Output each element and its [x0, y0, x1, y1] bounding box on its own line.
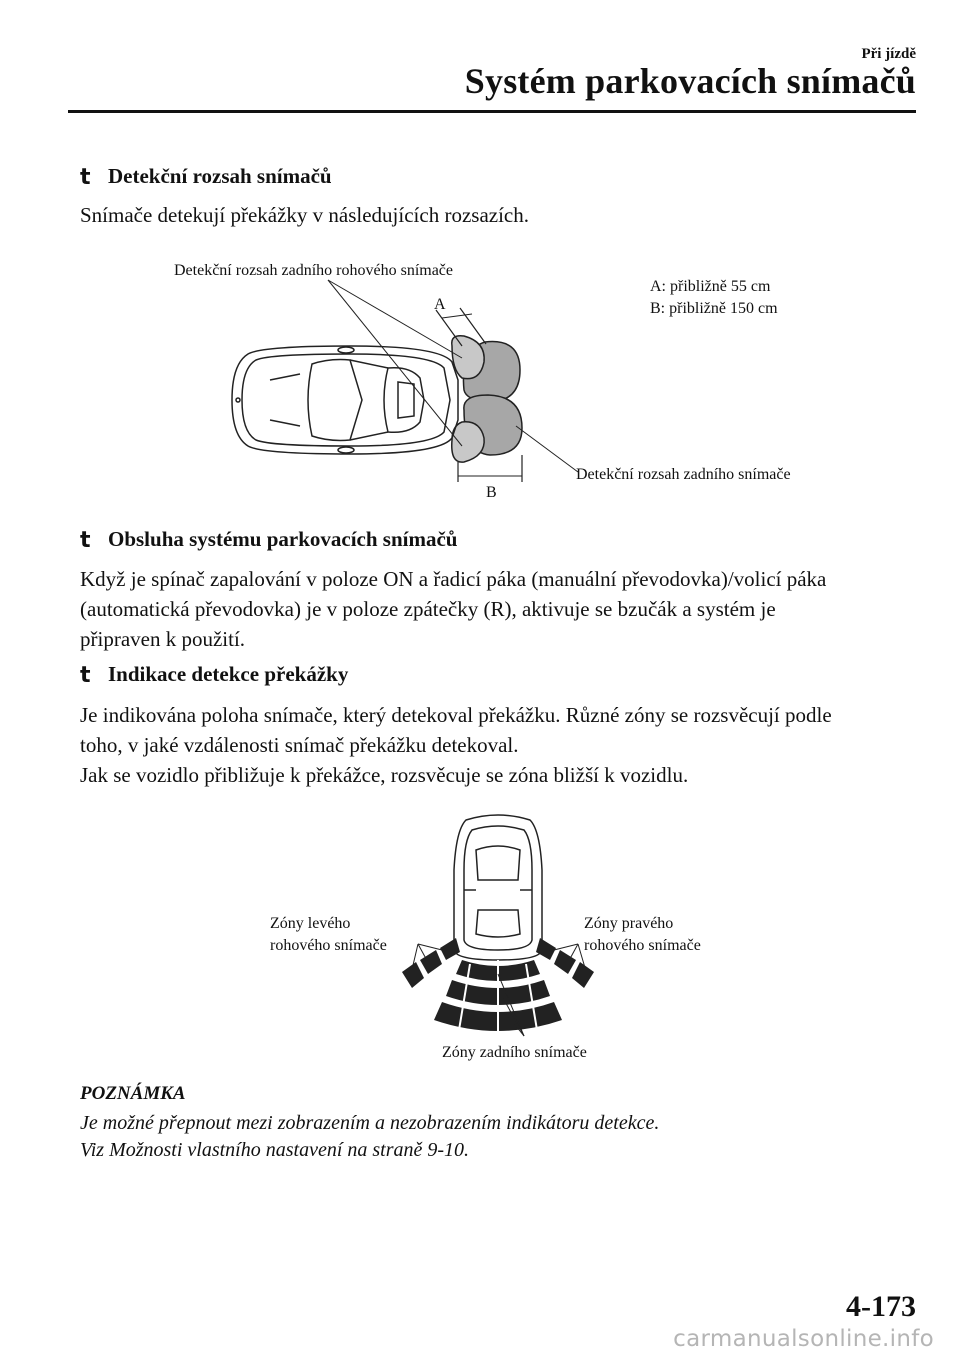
car-top-view: [232, 346, 458, 454]
dimension-b-label: B: [486, 484, 497, 501]
corner-sensor-zone-upper: [452, 336, 484, 379]
section-bullet-icon: t: [80, 165, 91, 190]
right-zones-label-line1: Zóny pravého: [584, 915, 674, 932]
running-head: Při jízdě: [861, 46, 916, 62]
detection-range-figure: [0, 250, 960, 553]
left-zones-label-line2: rohového snímače: [270, 937, 387, 954]
corner-sensor-zone-lower: [452, 422, 484, 462]
section-bullet-icon: t: [80, 663, 91, 688]
paragraph-line: připraven k použití.: [80, 627, 246, 651]
right-zones-label-line2: rohového snímače: [584, 937, 701, 954]
section-heading-obstacle-indication: Indikace detekce překážky: [108, 662, 349, 686]
paragraph-line: Když je spínač zapalování v poloze ON a řadicí páka (manuální převodovka)/volicí páka: [80, 567, 827, 591]
rear-range-label: Detekční rozsah zadního snímače: [576, 466, 791, 483]
indicator-zones-figure: [0, 810, 960, 1070]
watermark: carmanualsonline.info: [673, 1326, 934, 1352]
note-line: Je možné přepnout mezi zobrazením a nezobrazením indikátoru detekce.: [80, 1112, 660, 1134]
page-number: 4-173: [846, 1290, 916, 1323]
legend-a: A: přibližně 55 cm: [650, 278, 771, 295]
note-text: [80, 1110, 910, 1164]
rear-zones-label: Zóny zadního snímače: [442, 1044, 587, 1061]
section-heading-detection-range: Detekční rozsah snímačů: [108, 164, 332, 188]
right-corner-zone-3: [572, 962, 594, 988]
legend-b: B: přibližně 150 cm: [650, 300, 778, 317]
paragraph: Snímače detekují překážky v následujících rozsazích.: [80, 203, 529, 227]
car-outline-icon: [454, 815, 542, 960]
paragraph-line: Jak se vozidlo přibližuje k překážce, rozsvěcuje se zóna bližší k vozidlu.: [80, 763, 689, 787]
section-bullet-icon: t: [80, 528, 91, 553]
note-line: Viz Možnosti vlastního nastavení na straně 9-10.: [80, 1139, 470, 1161]
page-title: Systém parkovacích snímačů: [464, 61, 916, 101]
paragraph-line: toho, v jaké vzdálenosti snímač překážku detekoval.: [80, 733, 519, 757]
left-zones-label-line1: Zóny levého: [270, 915, 351, 932]
paragraph-line: Je indikována poloha snímače, který detekoval překážku. Různé zóny se rozsvěcují podle: [80, 703, 832, 727]
header-rule: [68, 110, 916, 113]
corner-range-label: Detekční rozsah zadního rohového snímače: [174, 262, 454, 279]
section-heading-operation: Obsluha systému parkovacích snímačů: [108, 527, 458, 551]
note-title: POZNÁMKA: [80, 1083, 186, 1104]
paragraph-line: (automatická převodovka) je v poloze zpátečky (R), aktivuje se bzučák a systém je: [80, 597, 776, 621]
dimension-a-label: A: [434, 296, 446, 313]
